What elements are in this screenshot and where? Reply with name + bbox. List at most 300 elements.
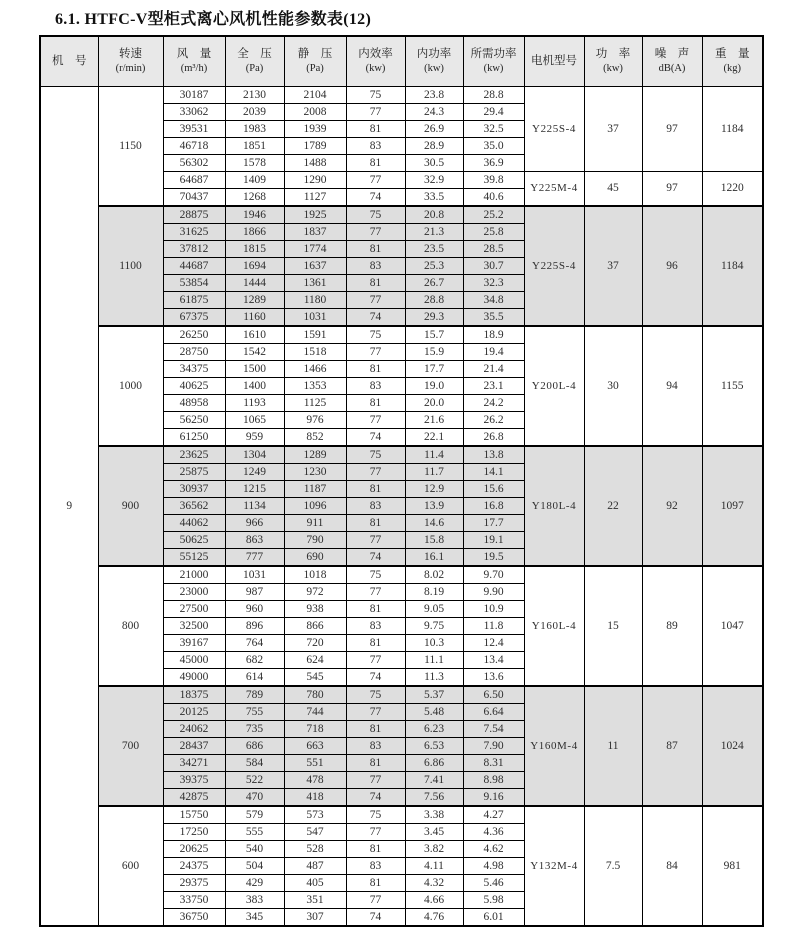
cell-noise: 97 bbox=[642, 171, 702, 206]
cell-motor-model: Y132M-4 bbox=[524, 806, 584, 926]
cell-air-volume: 23000 bbox=[163, 583, 225, 600]
cell-air-volume: 26250 bbox=[163, 326, 225, 344]
cell-internal-power: 3.45 bbox=[405, 823, 463, 840]
cell-required-power: 21.4 bbox=[463, 360, 524, 377]
cell-air-volume: 39531 bbox=[163, 120, 225, 137]
col-header-total-pressure: 全 压 (Pa) bbox=[225, 36, 284, 86]
cell-internal-power: 4.76 bbox=[405, 908, 463, 926]
page-title: 6.1. HTFC-V型柜式离心风机性能参数表(12) bbox=[55, 11, 372, 28]
cell-air-volume: 34375 bbox=[163, 360, 225, 377]
cell-static-pressure: 663 bbox=[284, 737, 346, 754]
table-row bbox=[40, 806, 763, 824]
cell-static-pressure: 478 bbox=[284, 771, 346, 788]
cell-internal-power: 15.9 bbox=[405, 343, 463, 360]
cell-motor-model: Y225S-4 bbox=[524, 206, 584, 326]
cell-static-pressure: 1939 bbox=[284, 120, 346, 137]
cell-total-pressure: 1160 bbox=[225, 308, 284, 326]
cell-air-volume: 39167 bbox=[163, 634, 225, 651]
cell-efficiency: 74 bbox=[346, 428, 405, 446]
cell-static-pressure: 938 bbox=[284, 600, 346, 617]
cell-motor-power: 22 bbox=[584, 446, 642, 566]
cell-efficiency: 77 bbox=[346, 171, 405, 188]
cell-air-volume: 18375 bbox=[163, 686, 225, 704]
cell-static-pressure: 718 bbox=[284, 720, 346, 737]
cell-air-volume: 67375 bbox=[163, 308, 225, 326]
cell-noise: 94 bbox=[642, 326, 702, 446]
cell-efficiency: 77 bbox=[346, 771, 405, 788]
cell-required-power: 13.6 bbox=[463, 668, 524, 686]
cell-required-power: 6.50 bbox=[463, 686, 524, 704]
cell-internal-power: 30.5 bbox=[405, 154, 463, 171]
cell-efficiency: 81 bbox=[346, 154, 405, 171]
cell-internal-power: 10.3 bbox=[405, 634, 463, 651]
cell-internal-power: 13.9 bbox=[405, 497, 463, 514]
col-header-internal-power: 内功率 (kw) bbox=[405, 36, 463, 86]
cell-efficiency: 74 bbox=[346, 308, 405, 326]
cell-required-power: 36.9 bbox=[463, 154, 524, 171]
cell-required-power: 28.8 bbox=[463, 86, 524, 103]
cell-efficiency: 75 bbox=[346, 566, 405, 584]
cell-air-volume: 17250 bbox=[163, 823, 225, 840]
cell-efficiency: 77 bbox=[346, 103, 405, 120]
cell-static-pressure: 866 bbox=[284, 617, 346, 634]
cell-static-pressure: 744 bbox=[284, 703, 346, 720]
cell-required-power: 19.1 bbox=[463, 531, 524, 548]
cell-internal-power: 28.9 bbox=[405, 137, 463, 154]
cell-air-volume: 50625 bbox=[163, 531, 225, 548]
cell-efficiency: 77 bbox=[346, 223, 405, 240]
col-header-efficiency: 内效率 (kw) bbox=[346, 36, 405, 86]
cell-total-pressure: 522 bbox=[225, 771, 284, 788]
cell-internal-power: 25.3 bbox=[405, 257, 463, 274]
col-header-machine-no: 机 号 bbox=[40, 36, 98, 86]
cell-internal-power: 26.7 bbox=[405, 274, 463, 291]
cell-total-pressure: 584 bbox=[225, 754, 284, 771]
cell-required-power: 30.7 bbox=[463, 257, 524, 274]
cell-required-power: 35.0 bbox=[463, 137, 524, 154]
cell-total-pressure: 579 bbox=[225, 806, 284, 824]
cell-required-power: 16.8 bbox=[463, 497, 524, 514]
cell-required-power: 18.9 bbox=[463, 326, 524, 344]
cell-static-pressure: 1289 bbox=[284, 446, 346, 464]
cell-noise: 89 bbox=[642, 566, 702, 686]
cell-internal-power: 3.82 bbox=[405, 840, 463, 857]
cell-static-pressure: 2008 bbox=[284, 103, 346, 120]
cell-internal-power: 28.8 bbox=[405, 291, 463, 308]
cell-air-volume: 45000 bbox=[163, 651, 225, 668]
cell-total-pressure: 1065 bbox=[225, 411, 284, 428]
cell-internal-power: 5.48 bbox=[405, 703, 463, 720]
cell-static-pressure: 1018 bbox=[284, 566, 346, 584]
cell-weight: 1097 bbox=[702, 446, 763, 566]
cell-efficiency: 81 bbox=[346, 274, 405, 291]
cell-efficiency: 77 bbox=[346, 583, 405, 600]
cell-internal-power: 33.5 bbox=[405, 188, 463, 206]
cell-efficiency: 83 bbox=[346, 857, 405, 874]
cell-required-power: 7.54 bbox=[463, 720, 524, 737]
cell-total-pressure: 686 bbox=[225, 737, 284, 754]
cell-static-pressure: 547 bbox=[284, 823, 346, 840]
cell-internal-power: 20.8 bbox=[405, 206, 463, 224]
cell-internal-power: 21.3 bbox=[405, 223, 463, 240]
cell-motor-power: 7.5 bbox=[584, 806, 642, 926]
cell-static-pressure: 1591 bbox=[284, 326, 346, 344]
cell-static-pressure: 405 bbox=[284, 874, 346, 891]
cell-total-pressure: 755 bbox=[225, 703, 284, 720]
cell-static-pressure: 1096 bbox=[284, 497, 346, 514]
table-row bbox=[40, 206, 763, 224]
cell-air-volume: 44062 bbox=[163, 514, 225, 531]
cell-air-volume: 34271 bbox=[163, 754, 225, 771]
col-header-speed: 转速 (r/min) bbox=[98, 36, 163, 86]
cell-required-power: 24.2 bbox=[463, 394, 524, 411]
cell-speed: 1150 bbox=[98, 86, 163, 206]
cell-speed: 1000 bbox=[98, 326, 163, 446]
cell-total-pressure: 960 bbox=[225, 600, 284, 617]
cell-speed: 900 bbox=[98, 446, 163, 566]
cell-total-pressure: 1983 bbox=[225, 120, 284, 137]
cell-static-pressure: 418 bbox=[284, 788, 346, 806]
cell-required-power: 10.9 bbox=[463, 600, 524, 617]
cell-static-pressure: 1925 bbox=[284, 206, 346, 224]
cell-total-pressure: 1400 bbox=[225, 377, 284, 394]
cell-internal-power: 23.5 bbox=[405, 240, 463, 257]
cell-motor-power: 37 bbox=[584, 86, 642, 171]
cell-efficiency: 75 bbox=[346, 686, 405, 704]
cell-efficiency: 77 bbox=[346, 891, 405, 908]
cell-required-power: 32.5 bbox=[463, 120, 524, 137]
col-header-motor-model: 电机型号 bbox=[524, 36, 584, 86]
cell-static-pressure: 720 bbox=[284, 634, 346, 651]
cell-weight: 1184 bbox=[702, 206, 763, 326]
cell-required-power: 25.8 bbox=[463, 223, 524, 240]
cell-internal-power: 19.0 bbox=[405, 377, 463, 394]
table-row bbox=[40, 446, 763, 464]
cell-total-pressure: 345 bbox=[225, 908, 284, 926]
cell-internal-power: 17.7 bbox=[405, 360, 463, 377]
cell-static-pressure: 1488 bbox=[284, 154, 346, 171]
cell-total-pressure: 1610 bbox=[225, 326, 284, 344]
cell-static-pressure: 1230 bbox=[284, 463, 346, 480]
cell-internal-power: 6.53 bbox=[405, 737, 463, 754]
cell-static-pressure: 551 bbox=[284, 754, 346, 771]
cell-air-volume: 30187 bbox=[163, 86, 225, 103]
cell-internal-power: 12.9 bbox=[405, 480, 463, 497]
cell-internal-power: 9.75 bbox=[405, 617, 463, 634]
cell-static-pressure: 911 bbox=[284, 514, 346, 531]
cell-required-power: 13.8 bbox=[463, 446, 524, 464]
cell-total-pressure: 959 bbox=[225, 428, 284, 446]
cell-internal-power: 32.9 bbox=[405, 171, 463, 188]
cell-air-volume: 21000 bbox=[163, 566, 225, 584]
cell-static-pressure: 1187 bbox=[284, 480, 346, 497]
cell-static-pressure: 1353 bbox=[284, 377, 346, 394]
cell-motor-power: 15 bbox=[584, 566, 642, 686]
table-header-row bbox=[40, 36, 763, 86]
cell-noise: 97 bbox=[642, 86, 702, 171]
col-header-noise: 噪 声 dB(A) bbox=[642, 36, 702, 86]
table-row bbox=[40, 326, 763, 344]
col-header-air-volume: 风 量 (m³/h) bbox=[163, 36, 225, 86]
cell-weight: 1047 bbox=[702, 566, 763, 686]
cell-static-pressure: 545 bbox=[284, 668, 346, 686]
cell-required-power: 9.16 bbox=[463, 788, 524, 806]
cell-internal-power: 11.3 bbox=[405, 668, 463, 686]
cell-efficiency: 77 bbox=[346, 343, 405, 360]
cell-air-volume: 61875 bbox=[163, 291, 225, 308]
cell-air-volume: 61250 bbox=[163, 428, 225, 446]
cell-required-power: 8.98 bbox=[463, 771, 524, 788]
cell-required-power: 4.36 bbox=[463, 823, 524, 840]
cell-required-power: 39.8 bbox=[463, 171, 524, 188]
cell-speed: 600 bbox=[98, 806, 163, 926]
cell-total-pressure: 777 bbox=[225, 548, 284, 566]
cell-total-pressure: 987 bbox=[225, 583, 284, 600]
cell-total-pressure: 735 bbox=[225, 720, 284, 737]
cell-required-power: 28.5 bbox=[463, 240, 524, 257]
cell-required-power: 40.6 bbox=[463, 188, 524, 206]
cell-static-pressure: 780 bbox=[284, 686, 346, 704]
cell-total-pressure: 1694 bbox=[225, 257, 284, 274]
cell-efficiency: 81 bbox=[346, 240, 405, 257]
cell-motor-power: 11 bbox=[584, 686, 642, 806]
cell-noise: 96 bbox=[642, 206, 702, 326]
cell-internal-power: 29.3 bbox=[405, 308, 463, 326]
cell-total-pressure: 1946 bbox=[225, 206, 284, 224]
cell-total-pressure: 1134 bbox=[225, 497, 284, 514]
cell-total-pressure: 470 bbox=[225, 788, 284, 806]
cell-internal-power: 11.4 bbox=[405, 446, 463, 464]
cell-efficiency: 81 bbox=[346, 480, 405, 497]
cell-air-volume: 36562 bbox=[163, 497, 225, 514]
cell-total-pressure: 2130 bbox=[225, 86, 284, 103]
cell-static-pressure: 852 bbox=[284, 428, 346, 446]
cell-static-pressure: 1518 bbox=[284, 343, 346, 360]
cell-static-pressure: 1180 bbox=[284, 291, 346, 308]
cell-motor-model: Y225M-4 bbox=[524, 171, 584, 206]
cell-required-power: 14.1 bbox=[463, 463, 524, 480]
col-header-static-pressure: 静 压 (Pa) bbox=[284, 36, 346, 86]
cell-total-pressure: 764 bbox=[225, 634, 284, 651]
fan-performance-table bbox=[39, 35, 764, 927]
cell-total-pressure: 1578 bbox=[225, 154, 284, 171]
cell-total-pressure: 1268 bbox=[225, 188, 284, 206]
cell-required-power: 19.5 bbox=[463, 548, 524, 566]
cell-air-volume: 33750 bbox=[163, 891, 225, 908]
cell-air-volume: 28437 bbox=[163, 737, 225, 754]
cell-required-power: 8.31 bbox=[463, 754, 524, 771]
cell-total-pressure: 429 bbox=[225, 874, 284, 891]
cell-internal-power: 15.8 bbox=[405, 531, 463, 548]
cell-total-pressure: 789 bbox=[225, 686, 284, 704]
cell-required-power: 9.70 bbox=[463, 566, 524, 584]
cell-motor-model: Y160M-4 bbox=[524, 686, 584, 806]
table-body bbox=[40, 86, 763, 926]
cell-static-pressure: 573 bbox=[284, 806, 346, 824]
cell-efficiency: 81 bbox=[346, 874, 405, 891]
cell-internal-power: 4.11 bbox=[405, 857, 463, 874]
cell-total-pressure: 383 bbox=[225, 891, 284, 908]
cell-efficiency: 74 bbox=[346, 188, 405, 206]
cell-static-pressure: 1837 bbox=[284, 223, 346, 240]
cell-total-pressure: 1542 bbox=[225, 343, 284, 360]
cell-total-pressure: 555 bbox=[225, 823, 284, 840]
cell-internal-power: 7.41 bbox=[405, 771, 463, 788]
cell-internal-power: 16.1 bbox=[405, 548, 463, 566]
table-header-row bbox=[40, 36, 763, 86]
cell-required-power: 5.46 bbox=[463, 874, 524, 891]
cell-air-volume: 56250 bbox=[163, 411, 225, 428]
cell-static-pressure: 2104 bbox=[284, 86, 346, 103]
cell-required-power: 34.8 bbox=[463, 291, 524, 308]
cell-internal-power: 4.32 bbox=[405, 874, 463, 891]
table-row bbox=[40, 86, 763, 103]
cell-internal-power: 6.23 bbox=[405, 720, 463, 737]
cell-noise: 92 bbox=[642, 446, 702, 566]
cell-required-power: 4.27 bbox=[463, 806, 524, 824]
cell-air-volume: 53854 bbox=[163, 274, 225, 291]
cell-weight: 981 bbox=[702, 806, 763, 926]
cell-internal-power: 9.05 bbox=[405, 600, 463, 617]
cell-required-power: 5.98 bbox=[463, 891, 524, 908]
cell-required-power: 11.8 bbox=[463, 617, 524, 634]
cell-noise: 87 bbox=[642, 686, 702, 806]
cell-weight: 1155 bbox=[702, 326, 763, 446]
cell-efficiency: 74 bbox=[346, 788, 405, 806]
cell-efficiency: 83 bbox=[346, 737, 405, 754]
cell-internal-power: 5.37 bbox=[405, 686, 463, 704]
cell-total-pressure: 966 bbox=[225, 514, 284, 531]
cell-total-pressure: 863 bbox=[225, 531, 284, 548]
cell-motor-power: 30 bbox=[584, 326, 642, 446]
cell-efficiency: 75 bbox=[346, 86, 405, 103]
cell-weight: 1024 bbox=[702, 686, 763, 806]
cell-internal-power: 11.7 bbox=[405, 463, 463, 480]
cell-internal-power: 21.6 bbox=[405, 411, 463, 428]
cell-efficiency: 81 bbox=[346, 360, 405, 377]
cell-air-volume: 27500 bbox=[163, 600, 225, 617]
cell-air-volume: 31625 bbox=[163, 223, 225, 240]
cell-required-power: 7.90 bbox=[463, 737, 524, 754]
cell-total-pressure: 1031 bbox=[225, 566, 284, 584]
cell-static-pressure: 528 bbox=[284, 840, 346, 857]
cell-efficiency: 81 bbox=[346, 394, 405, 411]
cell-internal-power: 26.9 bbox=[405, 120, 463, 137]
cell-machine-no: 9 bbox=[40, 86, 98, 926]
cell-efficiency: 81 bbox=[346, 120, 405, 137]
cell-air-volume: 49000 bbox=[163, 668, 225, 686]
cell-static-pressure: 1637 bbox=[284, 257, 346, 274]
cell-efficiency: 81 bbox=[346, 754, 405, 771]
cell-required-power: 25.2 bbox=[463, 206, 524, 224]
cell-air-volume: 30937 bbox=[163, 480, 225, 497]
cell-air-volume: 40625 bbox=[163, 377, 225, 394]
cell-weight: 1184 bbox=[702, 86, 763, 171]
cell-air-volume: 44687 bbox=[163, 257, 225, 274]
cell-air-volume: 24062 bbox=[163, 720, 225, 737]
cell-required-power: 32.3 bbox=[463, 274, 524, 291]
cell-efficiency: 83 bbox=[346, 617, 405, 634]
cell-total-pressure: 1215 bbox=[225, 480, 284, 497]
cell-weight: 1220 bbox=[702, 171, 763, 206]
cell-internal-power: 11.1 bbox=[405, 651, 463, 668]
cell-efficiency: 74 bbox=[346, 548, 405, 566]
cell-static-pressure: 1774 bbox=[284, 240, 346, 257]
cell-efficiency: 83 bbox=[346, 257, 405, 274]
cell-air-volume: 56302 bbox=[163, 154, 225, 171]
cell-efficiency: 81 bbox=[346, 720, 405, 737]
cell-static-pressure: 690 bbox=[284, 548, 346, 566]
cell-air-volume: 25875 bbox=[163, 463, 225, 480]
cell-efficiency: 83 bbox=[346, 377, 405, 394]
cell-noise: 84 bbox=[642, 806, 702, 926]
cell-air-volume: 37812 bbox=[163, 240, 225, 257]
cell-internal-power: 8.19 bbox=[405, 583, 463, 600]
cell-internal-power: 20.0 bbox=[405, 394, 463, 411]
cell-air-volume: 20125 bbox=[163, 703, 225, 720]
cell-required-power: 6.64 bbox=[463, 703, 524, 720]
cell-efficiency: 77 bbox=[346, 291, 405, 308]
cell-air-volume: 55125 bbox=[163, 548, 225, 566]
cell-total-pressure: 2039 bbox=[225, 103, 284, 120]
cell-total-pressure: 504 bbox=[225, 857, 284, 874]
cell-air-volume: 28875 bbox=[163, 206, 225, 224]
cell-air-volume: 32500 bbox=[163, 617, 225, 634]
cell-air-volume: 23625 bbox=[163, 446, 225, 464]
cell-required-power: 35.5 bbox=[463, 308, 524, 326]
cell-efficiency: 81 bbox=[346, 840, 405, 857]
cell-air-volume: 24375 bbox=[163, 857, 225, 874]
cell-required-power: 23.1 bbox=[463, 377, 524, 394]
cell-required-power: 15.6 bbox=[463, 480, 524, 497]
cell-speed: 1100 bbox=[98, 206, 163, 326]
col-header-motor-power: 功 率 (kw) bbox=[584, 36, 642, 86]
cell-total-pressure: 896 bbox=[225, 617, 284, 634]
cell-motor-model: Y225S-4 bbox=[524, 86, 584, 171]
cell-air-volume: 36750 bbox=[163, 908, 225, 926]
cell-motor-power: 45 bbox=[584, 171, 642, 206]
cell-total-pressure: 540 bbox=[225, 840, 284, 857]
cell-total-pressure: 1289 bbox=[225, 291, 284, 308]
cell-efficiency: 81 bbox=[346, 600, 405, 617]
cell-internal-power: 7.56 bbox=[405, 788, 463, 806]
cell-total-pressure: 1249 bbox=[225, 463, 284, 480]
cell-required-power: 12.4 bbox=[463, 634, 524, 651]
cell-motor-model: Y180L-4 bbox=[524, 446, 584, 566]
cell-required-power: 9.90 bbox=[463, 583, 524, 600]
cell-internal-power: 3.38 bbox=[405, 806, 463, 824]
cell-static-pressure: 1125 bbox=[284, 394, 346, 411]
cell-air-volume: 46718 bbox=[163, 137, 225, 154]
cell-air-volume: 20625 bbox=[163, 840, 225, 857]
cell-efficiency: 75 bbox=[346, 446, 405, 464]
cell-static-pressure: 487 bbox=[284, 857, 346, 874]
cell-total-pressure: 1866 bbox=[225, 223, 284, 240]
cell-required-power: 19.4 bbox=[463, 343, 524, 360]
cell-static-pressure: 1127 bbox=[284, 188, 346, 206]
cell-required-power: 17.7 bbox=[463, 514, 524, 531]
cell-static-pressure: 1789 bbox=[284, 137, 346, 154]
cell-efficiency: 74 bbox=[346, 908, 405, 926]
cell-air-volume: 70437 bbox=[163, 188, 225, 206]
cell-static-pressure: 307 bbox=[284, 908, 346, 926]
cell-efficiency: 77 bbox=[346, 823, 405, 840]
cell-efficiency: 77 bbox=[346, 703, 405, 720]
cell-static-pressure: 790 bbox=[284, 531, 346, 548]
cell-air-volume: 48958 bbox=[163, 394, 225, 411]
cell-static-pressure: 972 bbox=[284, 583, 346, 600]
cell-efficiency: 77 bbox=[346, 651, 405, 668]
